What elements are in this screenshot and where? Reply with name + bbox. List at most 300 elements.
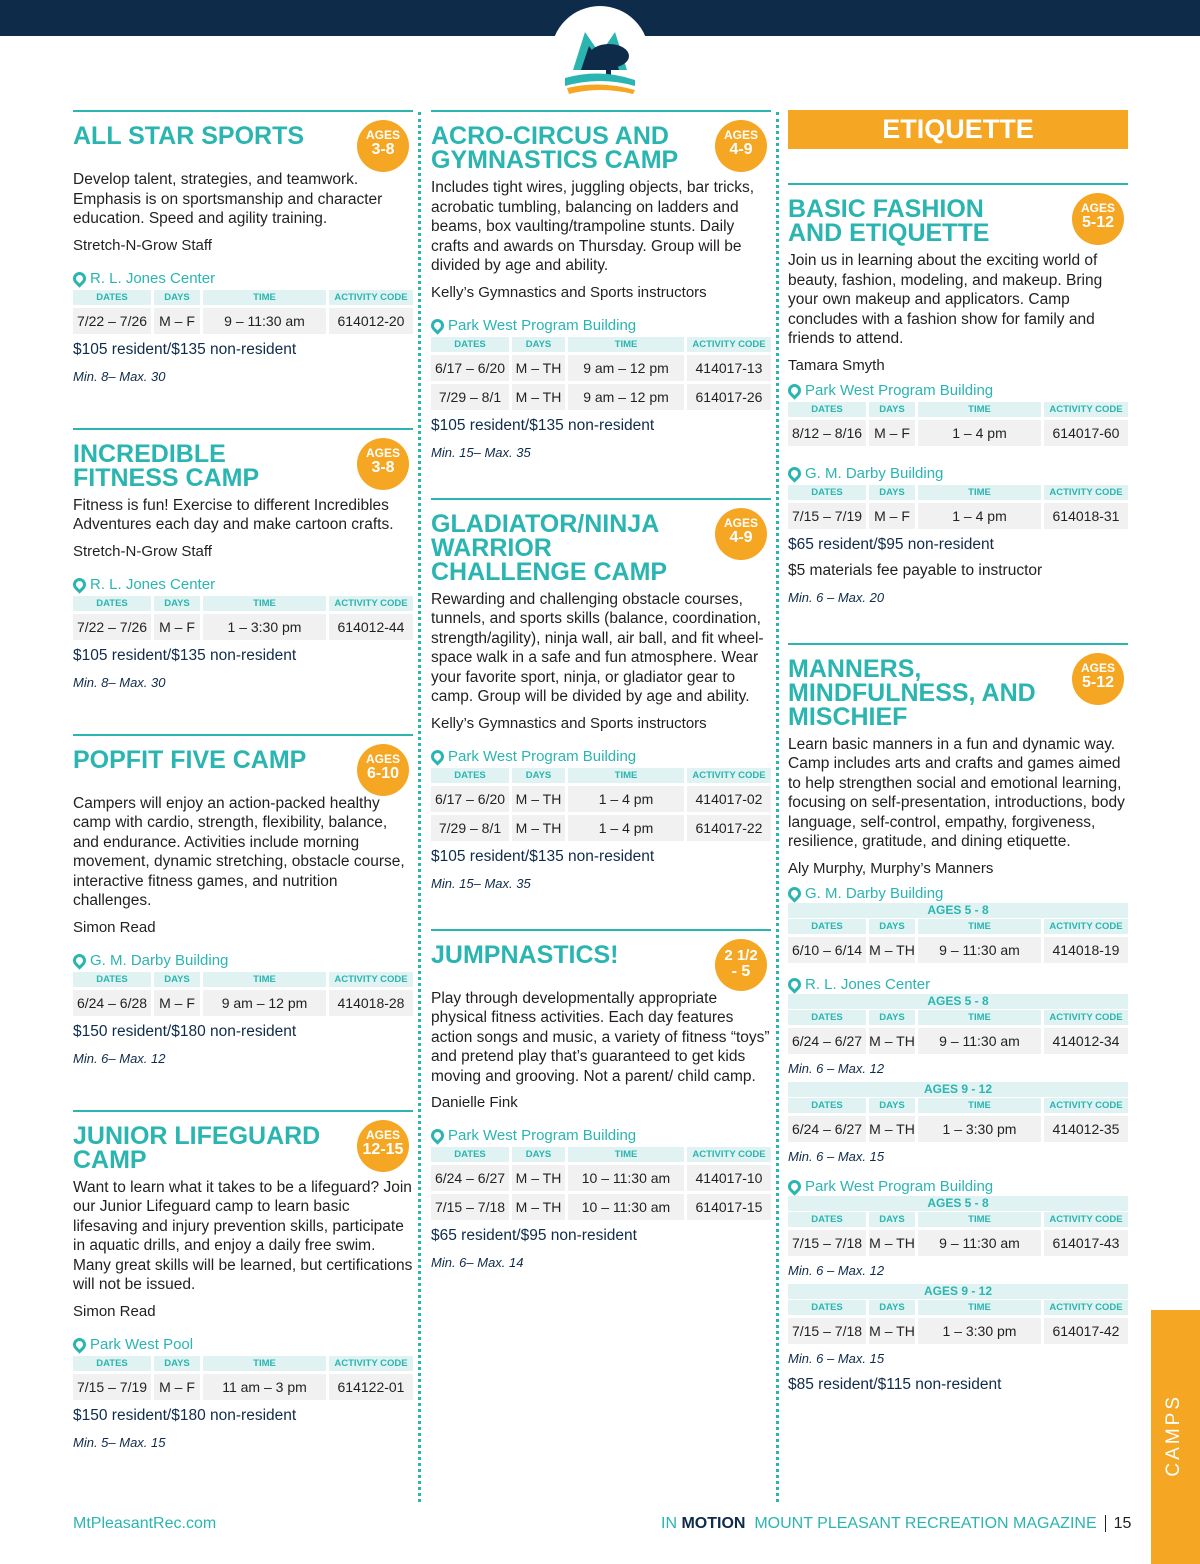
price: $150 resident/$180 non-resident	[73, 1406, 297, 1424]
cell-code: 614017-60	[1044, 420, 1128, 446]
cell-dates: 7/29 – 8/1	[431, 384, 509, 410]
camp-description: Campers will enjoy an action-packed healthy camp with cardio, strength, flexibility, balance, and endurance. Activities include morning movement, dynamic stretching, obstacle course, interactive fitness games, and nutrition challenges.	[73, 794, 405, 909]
cell-days: M – TH	[512, 786, 565, 812]
ages-label: AGES	[723, 515, 758, 530]
camp-title: POPFIT FIVE CAMP	[73, 745, 307, 774]
camp-junior-lifeguard	[73, 1110, 413, 1450]
cell-time: 1 – 3:30 pm	[203, 614, 326, 640]
col-time: TIME	[918, 485, 1041, 500]
table-row	[431, 1165, 771, 1191]
age-group-label: AGES 5 - 8	[788, 1196, 1128, 1211]
ages-badge	[357, 1120, 409, 1172]
map-pin-icon	[785, 464, 803, 482]
col-code: ACTIVITY CODE	[1044, 1300, 1128, 1315]
enrollment-limits: Min. 6 – Max. 15	[788, 1350, 885, 1366]
cell-time: 10 – 11:30 am	[568, 1194, 684, 1220]
ages-label: AGES	[1080, 201, 1115, 215]
section-rule	[431, 929, 771, 931]
cell-dates: 6/17 – 6/20	[431, 355, 509, 381]
enrollment-limits: Min. 6– Max. 14	[431, 1255, 524, 1270]
ages-range: 6-10	[366, 764, 400, 782]
camp-title: GLADIATOR/NINJA WARRIOR CHALLENGE CAMP	[431, 509, 668, 586]
section-rule	[431, 498, 771, 500]
price: $105 resident/$135 non-resident	[73, 340, 297, 358]
ages-badge	[715, 508, 767, 560]
cell-days: M – TH	[512, 384, 565, 410]
col-days: DAYS	[154, 290, 200, 305]
table-row	[431, 355, 771, 381]
col-code: ACTIVITY CODE	[687, 1147, 771, 1162]
schedule-table	[70, 287, 416, 337]
enrollment-limits: Min. 8– Max. 30	[73, 368, 166, 384]
col-days: DAYS	[512, 1147, 565, 1162]
col-days: DAYS	[512, 337, 565, 352]
ages-badge	[357, 120, 409, 172]
cell-dates: 6/24 – 6/27	[788, 1028, 866, 1054]
camp-all-star-sports	[73, 110, 413, 384]
ages-badge	[715, 120, 767, 172]
schedule-table	[785, 482, 1131, 532]
schedule-table	[785, 1209, 1131, 1259]
col-dates: DATES	[788, 402, 866, 417]
col-code: ACTIVITY CODE	[329, 972, 413, 987]
cell-days: M – TH	[869, 1028, 915, 1054]
cell-days: M – TH	[869, 1116, 915, 1142]
camp-title: MANNERS, MINDFULNESS, AND MISCHIEF	[788, 654, 1036, 731]
col-time: TIME	[568, 768, 684, 783]
price: $85 resident/$115 non-resident	[788, 1375, 1002, 1393]
cell-dates: 7/22 – 7/26	[73, 308, 151, 334]
cell-code: 414012-34	[1044, 1028, 1128, 1054]
map-pin-icon	[70, 951, 88, 969]
side-tab-label: CAMPS	[1163, 1394, 1184, 1477]
location-name: G. M. Darby Building	[805, 464, 944, 482]
location	[431, 748, 771, 765]
col-time: TIME	[918, 919, 1041, 934]
map-pin-icon	[70, 575, 88, 593]
col-time: TIME	[203, 290, 326, 305]
price: $150 resident/$180 non-resident	[73, 1022, 297, 1040]
col-dates: DATES	[431, 337, 509, 352]
location	[788, 885, 1128, 902]
map-pin-icon	[70, 1335, 88, 1353]
cell-code: 414018-19	[1044, 937, 1128, 963]
ages-range: 5-12	[1081, 214, 1115, 231]
mount-pleasant-logo	[551, 6, 649, 104]
materials-fee: $5 materials fee payable to instructor	[788, 561, 1043, 579]
table-row	[788, 1116, 1128, 1142]
col-code: ACTIVITY CODE	[1044, 1212, 1128, 1227]
location	[431, 317, 771, 334]
col-days: DAYS	[869, 1300, 915, 1315]
cell-days: M – TH	[512, 1165, 565, 1191]
location-name: Park West Program Building	[805, 1177, 994, 1195]
col-time: TIME	[918, 1010, 1041, 1025]
footer-magazine-name: MOUNT PLEASANT RECREATION MAGAZINE	[754, 1515, 1097, 1532]
col-time: TIME	[203, 1356, 326, 1371]
instructor: Kelly’s Gymnastics and Sports instructors	[431, 714, 707, 732]
cell-dates: 6/24 – 6/27	[431, 1165, 509, 1191]
age-group-label: AGES 9 - 12	[788, 1082, 1128, 1097]
age-group-label: AGES 5 - 8	[788, 994, 1128, 1009]
cell-time: 10 – 11:30 am	[568, 1165, 684, 1191]
enrollment-limits: Min. 5– Max. 15	[73, 1434, 166, 1450]
etiquette-banner: ETIQUETTE	[788, 110, 1128, 149]
ages-badge	[1072, 193, 1124, 245]
enrollment-limits: Min. 6 – Max. 12	[788, 1060, 885, 1076]
page-number: 15	[1113, 1515, 1132, 1532]
camp-description: Want to learn what it takes to be a lifeguard? Join our Junior Lifeguard camp to learn basic lifesaving and injury prevention skills, participate in aquatic drills, and enjoy a daily free swim. Many great skills will be learned, but certifications will not be issued.	[73, 1178, 413, 1293]
cell-dates: 7/15 – 7/19	[73, 1374, 151, 1400]
schedule-table	[785, 1297, 1131, 1347]
schedule-table	[428, 334, 774, 413]
table-row	[788, 1318, 1128, 1344]
cell-days: M – F	[154, 1374, 200, 1400]
col-days: DAYS	[869, 402, 915, 417]
column-divider	[418, 112, 421, 1502]
col-time: TIME	[918, 1300, 1041, 1315]
cell-code: 614017-15	[687, 1194, 771, 1220]
col-code: ACTIVITY CODE	[1044, 402, 1128, 417]
cell-dates: 6/24 – 6/27	[788, 1116, 866, 1142]
camp-manners-mindfulness	[788, 643, 1128, 1394]
camp-title: BASIC FASHION AND ETIQUETTE	[788, 195, 990, 247]
map-pin-icon	[785, 1177, 803, 1195]
enrollment-limits: Min. 6 – Max. 15	[788, 1148, 885, 1164]
camp-description: Fitness is fun! Exercise to different Incredibles Adventures each day and make cartoon crafts.	[73, 496, 394, 533]
col-days: DAYS	[869, 1212, 915, 1227]
cell-days: M – F	[154, 990, 200, 1016]
col-code: ACTIVITY CODE	[329, 596, 413, 611]
col-code: ACTIVITY CODE	[329, 290, 413, 305]
cell-time: 9 – 11:30 am	[203, 308, 326, 334]
camp-basic-fashion	[788, 183, 1128, 605]
camp-jumpnastics	[431, 929, 771, 1271]
ages-badge	[357, 438, 409, 490]
cell-code: 414017-02	[687, 786, 771, 812]
camp-description: Play through developmentally appropriate physical fitness activities. Each day features action songs and music, a variety of fitness “toys” and pretend play that’s guaranteed to get kids moving and grooving. Not a parent/ child camp.	[431, 989, 770, 1085]
col-dates: DATES	[788, 485, 866, 500]
cell-code: 614017-43	[1044, 1230, 1128, 1256]
cell-time: 1 – 4 pm	[568, 815, 684, 841]
location	[788, 1178, 1128, 1195]
cell-code: 614012-20	[329, 308, 413, 334]
location-name: Park West Program Building	[805, 381, 994, 399]
instructor: Stretch-N-Grow Staff	[73, 542, 212, 560]
table-row	[431, 786, 771, 812]
col-days: DAYS	[869, 1098, 915, 1113]
location	[73, 270, 413, 287]
cell-time: 1 – 4 pm	[918, 420, 1041, 446]
instructor: Aly Murphy, Murphy’s Manners	[788, 859, 994, 877]
cell-days: M – TH	[512, 815, 565, 841]
col-code: ACTIVITY CODE	[329, 1356, 413, 1371]
col-dates: DATES	[788, 1300, 866, 1315]
cell-days: M – TH	[869, 1318, 915, 1344]
schedule-table	[70, 1353, 416, 1403]
cell-dates: 7/15 – 7/18	[788, 1318, 866, 1344]
camp-description: Rewarding and challenging obstacle courses, tunnels, and sports skills (balance, coordination, strength/agility), ninja wall, air ball, and fit wheel-space walk in a safe and fun atmosphere. Wear your favorite sport, ninja, or gladiator gear to camp. Group will be divided by age and ability.	[431, 590, 764, 705]
cell-dates: 7/29 – 8/1	[431, 815, 509, 841]
column-2	[431, 110, 771, 1314]
section-rule	[73, 734, 413, 736]
enrollment-limits: Min. 6 – Max. 12	[788, 1262, 885, 1278]
cell-days: M – F	[869, 420, 915, 446]
camp-title: JUMPNASTICS!	[431, 940, 619, 969]
camp-acro-circus	[431, 110, 771, 460]
map-pin-icon	[70, 269, 88, 287]
location-name: R. L. Jones Center	[805, 975, 931, 993]
footer-motion: MOTION	[681, 1515, 746, 1532]
col-time: TIME	[918, 1212, 1041, 1227]
location-name: Park West Pool	[90, 1335, 194, 1353]
cell-dates: 6/24 – 6/28	[73, 990, 151, 1016]
cell-time: 1 – 4 pm	[918, 503, 1041, 529]
location	[73, 576, 413, 593]
schedule-table	[785, 1007, 1131, 1057]
cell-time: 9 – 11:30 am	[918, 1230, 1041, 1256]
cell-days: M – F	[869, 503, 915, 529]
age-group-label: AGES 9 - 12	[788, 1284, 1128, 1299]
ages-range: 3-8	[371, 141, 395, 158]
cell-dates: 7/15 – 7/19	[788, 503, 866, 529]
col-time: TIME	[203, 972, 326, 987]
camp-description: Develop talent, strategies, and teamwork. Emphasis is on sportsmanship and character education. Speed and agility training.	[73, 171, 383, 227]
instructor: Simon Read	[73, 1302, 156, 1320]
col-dates: DATES	[431, 768, 509, 783]
cell-code: 614017-42	[1044, 1318, 1128, 1344]
col-dates: DATES	[73, 972, 151, 987]
col-days: DAYS	[154, 972, 200, 987]
cell-days: M – TH	[869, 937, 915, 963]
location-name: G. M. Darby Building	[90, 951, 229, 969]
schedule-table	[70, 969, 416, 1019]
location-name: R. L. Jones Center	[90, 269, 216, 287]
ages-label: AGES	[365, 751, 400, 766]
col-dates: DATES	[788, 1010, 866, 1025]
instructor: Simon Read	[73, 918, 156, 936]
camp-title: ALL STAR SPORTS	[73, 122, 305, 150]
col-code: ACTIVITY CODE	[1044, 919, 1128, 934]
table-row	[73, 990, 413, 1016]
ages-label: AGES	[365, 1127, 400, 1142]
ages-label: AGES	[1080, 660, 1115, 675]
cell-time: 9 am – 12 pm	[203, 990, 326, 1016]
col-days: DAYS	[512, 768, 565, 783]
section-rule	[788, 643, 1128, 645]
cell-days: M – TH	[512, 355, 565, 381]
table-row	[431, 384, 771, 410]
age-group-label: AGES 5 - 8	[788, 903, 1128, 918]
table-row	[73, 1374, 413, 1400]
col-days: DAYS	[154, 1356, 200, 1371]
location-name: Park West Program Building	[448, 747, 637, 765]
cell-days: M – TH	[512, 1194, 565, 1220]
column-1	[73, 110, 413, 1494]
cell-time: 1 – 3:30 pm	[918, 1116, 1041, 1142]
camp-gladiator-ninja	[431, 498, 771, 891]
col-dates: DATES	[73, 290, 151, 305]
map-pin-icon	[785, 381, 803, 399]
col-code: ACTIVITY CODE	[1044, 1098, 1128, 1113]
ages-range: 4-9	[729, 528, 753, 546]
enrollment-limits: Min. 15– Max. 35	[431, 444, 531, 460]
camp-title: JUNIOR LIFEGUARD CAMP	[73, 1121, 321, 1174]
cell-dates: 6/17 – 6/20	[431, 786, 509, 812]
cell-time: 1 – 4 pm	[568, 786, 684, 812]
location-name: G. M. Darby Building	[805, 884, 944, 902]
location	[788, 465, 1128, 482]
col-code: ACTIVITY CODE	[1044, 485, 1128, 500]
col-code: ACTIVITY CODE	[687, 337, 771, 352]
ages-range: 12-15	[362, 1140, 404, 1158]
camp-incredible-fitness	[73, 428, 413, 690]
table-row	[788, 937, 1128, 963]
cell-code: 614017-22	[687, 815, 771, 841]
ages-label: AGES	[365, 445, 400, 460]
col-dates: DATES	[788, 919, 866, 934]
table-row	[431, 1194, 771, 1220]
cell-code: 614018-31	[1044, 503, 1128, 529]
instructor: Kelly’s Gymnastics and Sports instructors	[431, 283, 707, 301]
col-dates: DATES	[431, 1147, 509, 1162]
cell-days: M – F	[154, 614, 200, 640]
ages-badge	[1072, 653, 1124, 705]
map-pin-icon	[785, 884, 803, 902]
price: $65 resident/$95 non-resident	[788, 535, 994, 553]
ages-badge	[715, 939, 767, 991]
instructor: Danielle Fink	[431, 1094, 518, 1111]
schedule-table	[428, 765, 774, 844]
col-days: DAYS	[869, 1010, 915, 1025]
table-row	[788, 420, 1128, 446]
footer-magazine	[661, 1515, 1131, 1533]
section-rule	[73, 1110, 413, 1112]
cell-dates: 7/22 – 7/26	[73, 614, 151, 640]
cell-dates: 6/10 – 6/14	[788, 937, 866, 963]
price: $105 resident/$135 non-resident	[73, 646, 297, 664]
col-code: ACTIVITY CODE	[687, 768, 771, 783]
cell-time: 9 – 11:30 am	[918, 1028, 1041, 1054]
col-dates: DATES	[73, 596, 151, 611]
schedule-table	[785, 1095, 1131, 1145]
table-row	[73, 308, 413, 334]
col-days: DAYS	[869, 485, 915, 500]
price: $105 resident/$135 non-resident	[431, 847, 655, 865]
location-name: Park West Program Building	[448, 316, 637, 334]
camp-title: ACRO-CIRCUS AND GYMNASTICS CAMP	[431, 122, 679, 174]
cell-dates: 7/15 – 7/18	[788, 1230, 866, 1256]
column-3	[788, 110, 1128, 1438]
section-rule	[431, 110, 771, 112]
cell-code: 414017-10	[687, 1165, 771, 1191]
location-name: R. L. Jones Center	[90, 575, 216, 593]
camp-title: INCREDIBLE FITNESS CAMP	[73, 439, 260, 492]
ages-range: 5-12	[1081, 673, 1115, 691]
ages-label: AGES	[723, 128, 758, 142]
col-days: DAYS	[154, 596, 200, 611]
camp-description: Learn basic manners in a fun and dynamic way. Camp includes arts and crafts and games aimed to help strengthen social and emotional learning, focusing on self-presentation, introductions, body language, self-control, empathy, forgiveness, resilience, gratitude, and dining etiquette.	[788, 735, 1125, 850]
table-row	[73, 614, 413, 640]
col-time: TIME	[568, 337, 684, 352]
cell-code: 414018-28	[329, 990, 413, 1016]
ages-range: 3-8	[371, 458, 395, 476]
cell-days: M – TH	[869, 1230, 915, 1256]
cell-time: 1 – 3:30 pm	[918, 1318, 1041, 1344]
map-pin-icon	[428, 747, 446, 765]
instructor: Stretch-N-Grow Staff	[73, 236, 212, 254]
map-pin-icon	[785, 975, 803, 993]
camp-popfit-five	[73, 734, 413, 1066]
cell-code: 614017-26	[687, 384, 771, 410]
col-time: TIME	[918, 1098, 1041, 1113]
map-pin-icon	[428, 316, 446, 334]
location	[431, 1127, 771, 1144]
cell-time: 9 am – 12 pm	[568, 384, 684, 410]
col-days: DAYS	[869, 919, 915, 934]
table-row	[788, 1230, 1128, 1256]
location	[73, 952, 413, 969]
enrollment-limits: Min. 8– Max. 30	[73, 674, 166, 690]
schedule-table	[70, 593, 416, 643]
ages-badge	[357, 744, 409, 796]
col-time: TIME	[918, 402, 1041, 417]
cell-time: 9 – 11:30 am	[918, 937, 1041, 963]
ages-label: AGES	[365, 128, 400, 142]
section-rule	[73, 110, 413, 112]
ages-range: - 5	[731, 962, 751, 980]
cell-code: 614012-44	[329, 614, 413, 640]
col-dates: DATES	[788, 1212, 866, 1227]
location	[788, 382, 1128, 399]
map-pin-icon	[428, 1126, 446, 1144]
col-time: TIME	[203, 596, 326, 611]
schedule-table	[428, 1144, 774, 1223]
cell-dates: 8/12 – 8/16	[788, 420, 866, 446]
col-dates: DATES	[73, 1356, 151, 1371]
section-rule	[788, 183, 1128, 185]
camp-description: Join us in learning about the exciting world of beauty, fashion, modeling, and makeup. Bring your own makeup and applicators. Camp concludes with a fashion show for family and friends to attend.	[788, 252, 1103, 347]
table-row	[788, 1028, 1128, 1054]
table-row	[431, 815, 771, 841]
section-rule	[73, 428, 413, 430]
price: $65 resident/$95 non-resident	[431, 1227, 637, 1244]
location	[788, 976, 1128, 993]
cell-time: 9 am – 12 pm	[568, 355, 684, 381]
cell-code: 614122-01	[329, 1374, 413, 1400]
camps-side-tab	[1151, 1310, 1200, 1564]
enrollment-limits: Min. 6– Max. 12	[73, 1050, 166, 1066]
schedule-table	[785, 916, 1131, 966]
location	[73, 1336, 413, 1353]
col-time: TIME	[568, 1147, 684, 1162]
col-dates: DATES	[788, 1098, 866, 1113]
schedule-table	[785, 399, 1131, 449]
enrollment-limits: Min. 6 – Max. 20	[788, 589, 885, 605]
price: $105 resident/$135 non-resident	[431, 416, 655, 434]
instructor: Tamara Smyth	[788, 356, 885, 374]
cell-time: 11 am – 3 pm	[203, 1374, 326, 1400]
location-name: Park West Program Building	[448, 1127, 637, 1144]
ages-label: 2 1/2	[724, 946, 758, 964]
website-link[interactable]: MtPleasantRec.com	[73, 1515, 217, 1532]
cell-code: 414017-13	[687, 355, 771, 381]
footer-divider	[1105, 1515, 1106, 1532]
ages-range: 4-9	[729, 141, 753, 158]
enrollment-limits: Min. 15– Max. 35	[431, 875, 531, 891]
cell-days: M – F	[154, 308, 200, 334]
footer-in: IN	[661, 1515, 677, 1532]
